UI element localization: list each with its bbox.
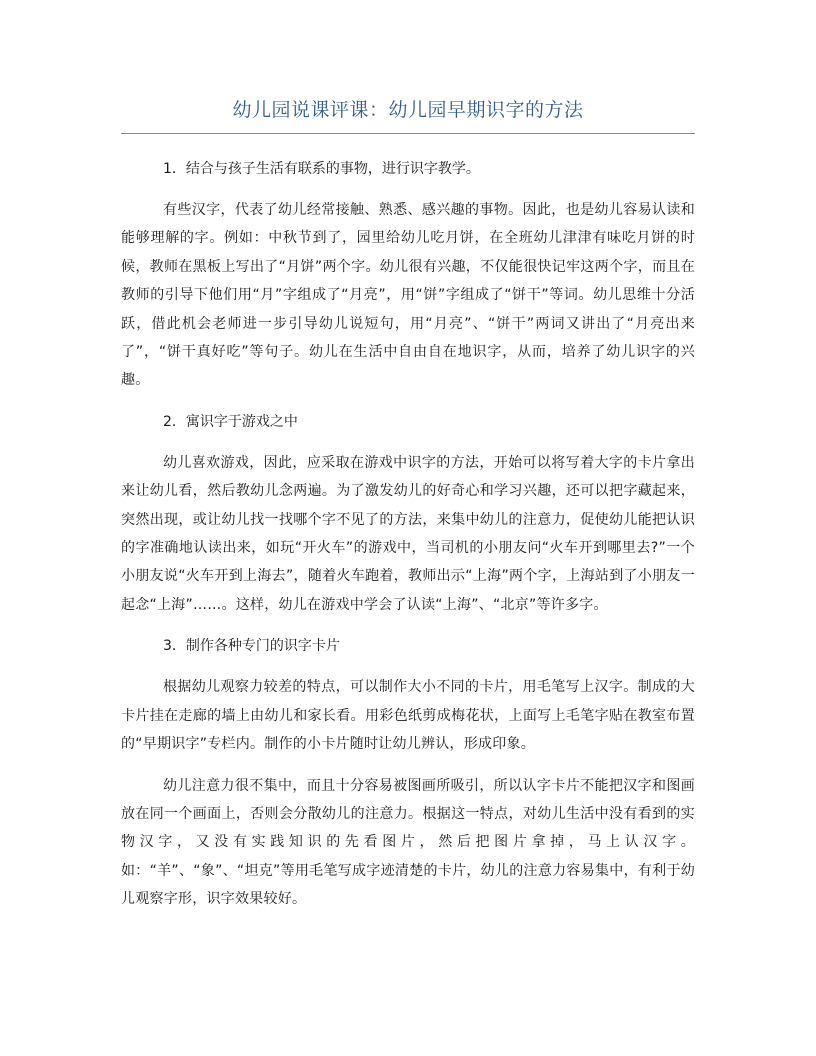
section-paragraph: 有些汉字，代表了幼儿经常接触、熟悉、感兴趣的事物。因此，也是幼儿容易认读和能够理解的字。例如：中秋节到了，园里给幼儿吃月饼，在全班幼儿津津有味吃月饼的时候，教师在黑板上写出了“月饼”两个字。幼儿很有兴趣，不仅能很快记牢这两个字，而且在教师的引导下他们用“月”字组成了“月亮”，用“饼”字组成了“饼干”等词。幼儿思维十分活跃，借此机会老师进一步引导幼儿说短句，用“月亮”、“饼干”两词又讲出了“月亮出来了”，“饼干真好吃”等句子。幼儿在生活中自由自在地识字，从而，培养了幼儿识字的兴趣。 — [121, 202, 695, 389]
document-title: 幼儿园说课评课：幼儿园早期识字的方法 — [232, 99, 584, 121]
section-1 — [121, 155, 695, 395]
section-3 — [121, 632, 695, 913]
section-heading: 3．制作各种专门的识字卡片 — [163, 638, 340, 655]
title-underline — [121, 133, 695, 134]
section-heading: 2．寓识字于游戏之中 — [163, 413, 298, 430]
section-paragraph: 幼儿喜欢游戏，因此，应采取在游戏中识字的方法，开始可以将写着大字的卡片拿出来让幼儿看，然后教幼儿念两遍。为了激发幼儿的好奇心和学习兴趣，还可以把字藏起来，突然出现，或让幼儿找一找哪个字不见了的方法，来集中幼儿的注意力，促使幼儿能把认识的字准确地认读出来，如玩“开火车”的游戏中，当司机的小朋友问“火车开到哪里去?”一个小朋友说“火车开到上海去”，随着火车跑着，教师出示“上海”两个字，上海站到了小朋友一起念“上海”……。这样，幼儿在游戏中学会了认读“上海”、“北京”等许多字。 — [121, 454, 695, 613]
section-heading: 1．结合与孩子生活有联系的事物，进行识字教学。 — [163, 161, 480, 177]
section-paragraph: 根据幼儿观察力较差的特点，可以制作大小不同的卡片，用毛笔写上汉字。制成的大卡片挂在走廊的墙上由幼儿和家长看。用彩色纸剪成梅花状，上面写上毛笔字贴在教室布置的“早期识字”专栏内。制作的小卡片随时让幼儿辨认，形成印象。 — [121, 679, 695, 753]
document-body — [121, 155, 695, 927]
section-paragraph: 幼儿注意力很不集中，而且十分容易被图画所吸引，所以认字卡片不能把汉字和图画放在同一个画面上，否则会分散幼儿的注意力。根据这一特点，对幼儿生活中没有看到的实物汉字，又没有实践知识的先看图片，然后把图片拿掉，马上认汉字。如：“羊”、“象”、“坦克”等用毛笔写成字迹清楚的卡片，幼儿的注意力容易集中，有利于幼儿观察字形，识字效果较好。 — [121, 777, 695, 908]
section-2 — [121, 408, 695, 619]
